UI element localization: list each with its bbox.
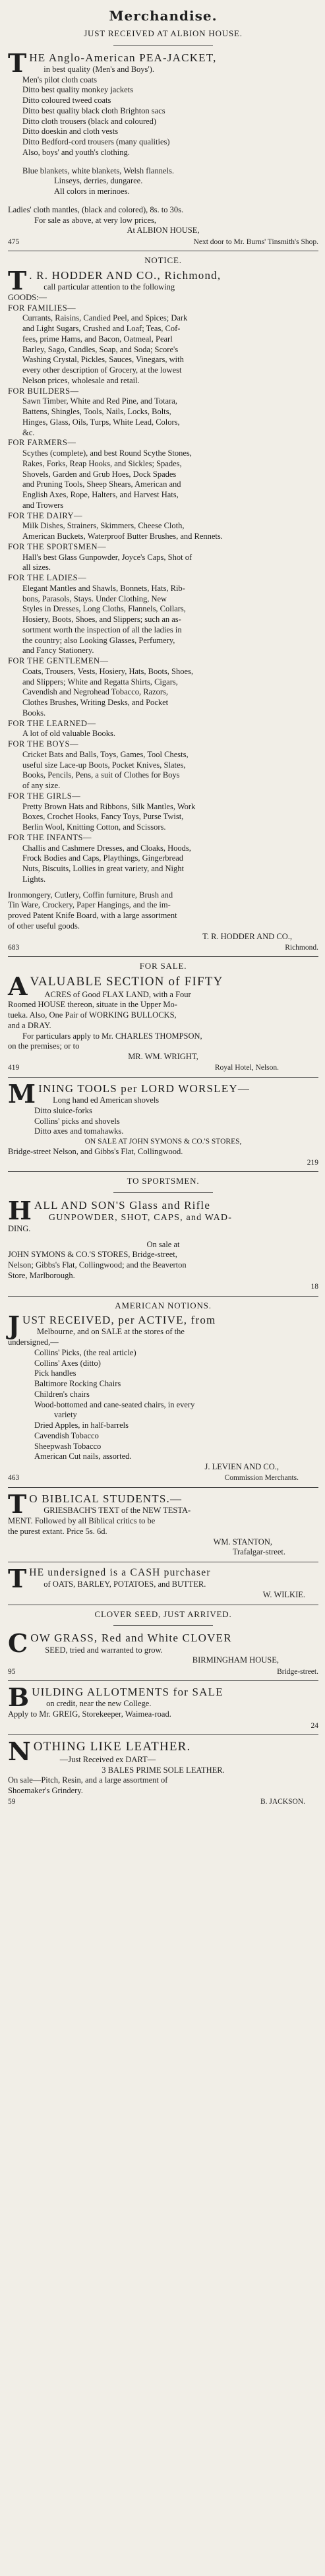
dropcap: T [8,1488,27,1519]
ad-line: ON SALE AT JOHN SYMONS & CO.'S STORES, [84,1138,242,1146]
divider [113,1625,213,1626]
ad-line: Clothes Brushes, Writing Desks, and Pocket [22,698,169,707]
ad-line: every other description of Grocery, at the lowest [22,365,182,375]
ad-line: Coats, Trousers, Vests, Hosiery, Hats, Boots, Shoes, [22,666,194,676]
ad-line: and Slippers; White and Regatta Shirts, Cigars, [22,677,178,687]
ad-line: Ladies' cloth mantles, (black and colored), 8s. to 30s. [8,204,184,214]
ad-line: Collins' picks and shovels [34,1116,120,1126]
ad-cash-purchaser [8,1566,318,1601]
ad-number: 18 [310,1283,318,1291]
ad-flax-land [8,961,318,1073]
ad-footer: B. JACKSON. [260,1798,305,1806]
ad-line: and Fancy Stationery. [22,646,94,656]
ad-number: 475 [8,237,20,246]
ad-line: Ditto sluice-forks [34,1105,92,1115]
list-item: Cavendish Tobacco [34,1430,99,1440]
ad-line: Apply to Mr. GREIG, Storekeeper, Waimea-road. [8,1709,171,1719]
ad-line: A lot of old valuable Books. [22,729,115,739]
ad-clover-seed [8,1609,318,1676]
ad-line: Men's pilot cloth coats [22,75,98,84]
ad-line: Styles in Dresses, Long Cloths, Flannels, Collars, [22,604,186,614]
ad-line: Cavendish and Negrohead Tobacco, Razors, [22,687,169,697]
ad-signature: BIRMINGHAM HOUSE, [192,1655,279,1665]
dropcap: M [8,1078,36,1109]
list-item: Dried Apples, in half-barrels [34,1421,129,1430]
ad-line: bons, Parasols, Stays. Under Clothing, New [22,594,167,603]
ad-lead: UILDING ALLOTMENTS for SALE [32,1686,223,1699]
ad-hodder-co [8,255,318,952]
ad-line: Ditto coloured tweed coats [22,96,111,106]
ad-lead: ALL AND SON'S Glass and Rifle [34,1198,211,1211]
ad-footer: Commission Merchants. [224,1474,299,1483]
ad-header: CLOVER SEED, JUST ARRIVED. [94,1609,232,1619]
list-item: Wood-bottomed and cane-seated chairs, in every [34,1399,195,1409]
ad-line: Cricket Bats and Balls, Toys, Games, Tool Chests, [22,749,189,759]
ad-line: the country; also Looking Glasses, Perfumery, [22,635,175,645]
ad-line: Hosiery, Boots, Shoes, and Slippers; such an as- [22,615,181,624]
dropcap: C [8,1628,28,1659]
ad-line: Washing Crystal, Pickles, Sauces, Vinegars, with [22,355,184,365]
ad-line: JOHN SYMONS & CO.'S STORES, Bridge-street, [8,1250,177,1260]
ad-line: Lights. [22,874,46,884]
ad-line: on credit, near the new College. [46,1699,152,1709]
ad-lead: . R. HODDER AND CO., Richmond, [29,268,222,282]
ad-line: Ditto best quality monkey jackets [22,85,134,95]
ad-line: all sizes. [22,563,51,572]
ad-number: 24 [310,1721,318,1730]
ad-signature: J. LEVIEN AND CO., [204,1462,279,1472]
ad-line: and Pruning Tools, Sheep Shears, American and [22,479,181,489]
ad-line: Frock Bodies and Caps, Playthings, Gingerbread [22,853,184,863]
section-title: FOR THE GIRLS— [8,791,81,801]
ad-line: tueka. Also, One Pair of WORKING BULLOCKS, [8,1010,177,1020]
divider [8,956,318,957]
ad-line: Ditto best quality black cloth Brighton sacs [22,106,165,115]
ad-line: Books, Pencils, Pens, a suit of Clothes for Boys [22,770,180,780]
ad-line: Bridge-street Nelson, and Gibbs's Flat, Collingwood. [8,1146,183,1156]
ad-line: GUNPOWDER, SHOT, CAPS, and WAD- [48,1213,233,1223]
ad-number: 59 [8,1798,16,1806]
ad-lead: UST RECEIVED, per ACTIVE, from [22,1313,216,1326]
ad-line: On sale—Pitch, Resin, and a large assortment of [8,1775,168,1785]
list-item: Baltimore Rocking Chairs [34,1379,121,1389]
ad-line: Nelson; Gibbs's Flat, Collingwood; and the Beaverton [8,1260,187,1270]
ad-line: Store, Marlborough. [8,1270,75,1280]
ad-number: 219 [307,1158,318,1167]
ad-lead: OTHING LIKE LEATHER. [33,1739,191,1754]
ad-albion-house [8,28,318,247]
list-item: variety [54,1410,77,1420]
ad-lead: HE undersigned is a CASH purchaser [29,1567,211,1579]
ad-footer: Bridge-street. [277,1667,318,1676]
ad-number: 683 [8,943,20,952]
ad-line: ACRES of Good FLAX LAND, with a Four [44,989,191,999]
dropcap: A [8,971,28,1001]
ad-line: Ditto axes and tomahawks. [34,1126,124,1136]
ad-biblical-students [8,1488,318,1558]
ad-lead: OW GRASS, Red and White CLOVER [30,1632,232,1645]
ad-line: 3 BALES PRIME SOLE LEATHER. [102,1765,225,1775]
ad-header: NOTICE. [144,255,182,266]
ad-line: Hall's best Glass Gunpowder, Joyce's Caps, Shot of [22,552,192,562]
section-title: FOR THE GENTLEMEN— [8,656,109,665]
ad-line: Tin Ware, Crockery, Paper Hangings, and the im- [8,900,171,910]
ad-line: All colors in merinoes. [54,187,130,197]
ad-line: Milk Dishes, Strainers, Skimmers, Cheese Cloth, [22,521,185,531]
ad-line: the purest extant. Price 5s. 6d. [8,1526,107,1536]
ad-header: AMERICAN NOTIONS. [115,1300,212,1310]
ad-line: Also, boys' and youth's clothing. [22,147,130,157]
ad-footer: Royal Hotel, Nelson. [214,1064,279,1072]
dropcap: J [8,1310,20,1340]
ad-american-notions [8,1301,318,1483]
ad-line: DING. [8,1223,31,1233]
list-item: Collins' Axes (ditto) [34,1358,101,1368]
ad-footer: Trafalgar-street. [232,1547,285,1557]
ad-line: of other useful goods. [8,921,80,931]
ad-line: Sawn Timber, White and Red Pine, and Totara, [22,396,177,406]
ad-line: on the premises; or to [8,1041,80,1051]
ad-line: call particular attention to the following [44,282,175,291]
ad-line: MENT. Followed by all Biblical critics to be [8,1516,156,1526]
ad-mining-tools [8,1078,318,1168]
section-title: FOR THE LEARNED— [8,718,96,728]
ad-line: and Trowers [22,500,64,510]
divider [113,45,213,46]
ad-line: of OATS, BARLEY, POTATOES, and BUTTER. [44,1579,206,1589]
ad-lead: VALUABLE SECTION of FIFTY [30,974,223,989]
ad-line: Roomed HOUSE thereon, situate in the Upper Mo- [8,1000,177,1010]
ad-line: &c. [22,427,35,437]
ad-line: Battens, Shingles, Tools, Nails, Locks, Bolts, [22,407,171,416]
ad-line: in best quality (Men's and Boys'). [44,64,154,74]
ad-line: Ironmongery, Cutlery, Coffin furniture, Brush and [8,890,173,900]
ad-line: Books. [22,708,46,718]
ad-line: proved Patent Knife Board, with a large assortment [8,911,177,920]
section-title: FOR FAMILIES— [8,303,76,313]
ad-line: Berlin Wool, Knitting Cotton, and Scissors. [22,822,166,832]
ad-line: Elegant Mantles and Shawls, Bonnets, Hats, Rib- [22,583,185,593]
ad-signature: T. R. HODDER AND CO., [202,931,292,941]
dropcap: T [8,47,27,78]
list-item: American Cut nails, assorted. [34,1452,132,1461]
ad-leather [8,1736,318,1807]
ad-line: Pretty Brown Hats and Ribbons, Silk Mantles, Work [22,801,196,811]
ad-line: Ditto doeskin and cloth vests [22,127,119,137]
dropcap: H [8,1195,32,1225]
ad-line: fees, prime Hams, and Bacon, Oatmeal, Pearl [22,334,173,344]
divider [113,1192,213,1193]
ad-header: TO SPORTSMEN. [127,1176,200,1186]
ad-number: 463 [8,1474,20,1483]
ad-line: GRIESBACH'S TEXT of the NEW TESTA- [44,1506,191,1516]
ad-line: Boxes, Crochet Hooks, Fancy Toys, Purse Twist, [22,812,184,822]
section-title: FOR THE LADIES— [8,573,87,582]
ad-signature: MR. WM. WRIGHT, [128,1052,198,1062]
ad-line: Barley, Sago, Candles, Soap, and Soda; Score's [22,344,179,354]
ad-line: Nelson prices, wholesale and retail. [22,375,140,385]
ad-footer: Richmond. [285,943,318,952]
section-title: FOR THE DAIRY— [8,510,83,520]
ad-building-allotments [8,1682,318,1731]
ad-line: American Buckets, Waterproof Butter Brushes, and Rennets. [22,532,223,541]
masthead: Merchandise. [109,8,218,24]
ad-number: 419 [8,1064,20,1072]
ad-footer: Next door to Mr. Burns' Tinsmith's Shop. [193,237,318,246]
ad-line: useful size Lace-up Boots, Pocket Knives, Slates, [22,760,186,770]
divider [8,1296,318,1297]
ad-signature: W. WILKIE. [262,1590,305,1600]
ad-line: English Axes, Rope, Halters, and Harvest Hats, [22,490,179,499]
ad-line: GOODS:— [8,292,47,302]
section-title: FOR FARMERS— [8,438,76,448]
divider [8,1734,318,1735]
section-title: FOR THE INFANTS— [8,832,92,842]
ad-line: Hinges, Glass, Oils, Turps, White Lead, Colors, [22,417,180,427]
ad-line: SEED, tried and warranted to grow. [45,1645,163,1655]
ad-line: Currants, Raisins, Candied Peel, and Spices; Dark [22,313,188,323]
ad-lead: HE Anglo-American PEA-JACKET, [29,51,217,64]
ad-line: Blue blankets, white blankets, Welsh flannels. [22,166,174,175]
ad-line: Scythes (complete), and best Round Scythe Stones, [22,448,192,458]
ad-line: On sale at [146,1239,180,1249]
ad-signature: WM. STANTON, [213,1537,272,1547]
ad-line: undersigned,— [8,1337,59,1347]
dropcap: T [8,265,27,295]
ad-line: For sale as above, at very low prices, [34,215,157,225]
ad-line: Nuts, Biscuits, Lollies in great variety, and Night [22,864,184,873]
ad-line: At ALBION HOUSE, [127,226,200,235]
ad-line: For particulars apply to Mr. CHARLES THOMPSON, [22,1031,202,1041]
list-item: Children's chairs [34,1389,90,1399]
ad-line: Long hand ed American shovels [53,1095,160,1105]
ad-line: and Light Sugars, Crushed and Loaf; Teas, Cof- [22,324,181,333]
ad-hall-and-son [8,1176,318,1291]
ad-lead: INING TOOLS per LORD WORSLEY— [38,1082,251,1095]
dropcap: N [8,1736,31,1766]
ad-line: of any size. [22,781,61,790]
hodder-sections [8,303,318,885]
ad-lead: O BIBLICAL STUDENTS.— [29,1492,183,1505]
section-title: FOR BUILDERS— [8,386,79,396]
divider [8,1680,318,1681]
ad-line: and a DRAY. [8,1020,51,1030]
ad-line: —Just Received ex DART— [59,1754,156,1764]
section-title: FOR THE BOYS— [8,739,78,749]
ad-line: Melbourne, and on SALE at the stores of the [36,1327,185,1337]
ad-line: Linseys, derries, dungaree. [54,176,143,186]
ad-line: Challis and Cashmere Dresses, and Cloaks, Hoods, [22,843,191,853]
list-item: Pick handles [34,1368,76,1378]
ad-number: 95 [8,1667,16,1676]
ad-line: Ditto Bedford-cord trousers (many qualities) [22,137,170,147]
ad-line: Ditto cloth trousers (black and coloured) [22,116,157,126]
divider [8,1487,318,1488]
list-item: Sheepwash Tobacco [34,1441,102,1451]
dropcap: T [8,1564,27,1594]
ad-header: JUST RECEIVED AT ALBION HOUSE. [84,28,243,39]
list-item: Collins' Picks, (the real article) [34,1347,136,1357]
divider [8,1171,318,1172]
ad-line: sortment worth the inspection of all the ladies in [22,625,182,634]
divider [8,1077,318,1078]
ad-line: Rakes, Forks, Reap Hooks, and Sickles; Spades, [22,458,182,468]
ad-line: Shovels, Garden and Grub Hoes, Dock Spades [22,469,177,479]
ad-header: FOR SALE. [139,961,187,971]
ad-line: Shoemaker's Grindery. [8,1786,83,1796]
dropcap: B [8,1682,30,1713]
section-title: FOR THE SPORTSMEN— [8,541,107,551]
